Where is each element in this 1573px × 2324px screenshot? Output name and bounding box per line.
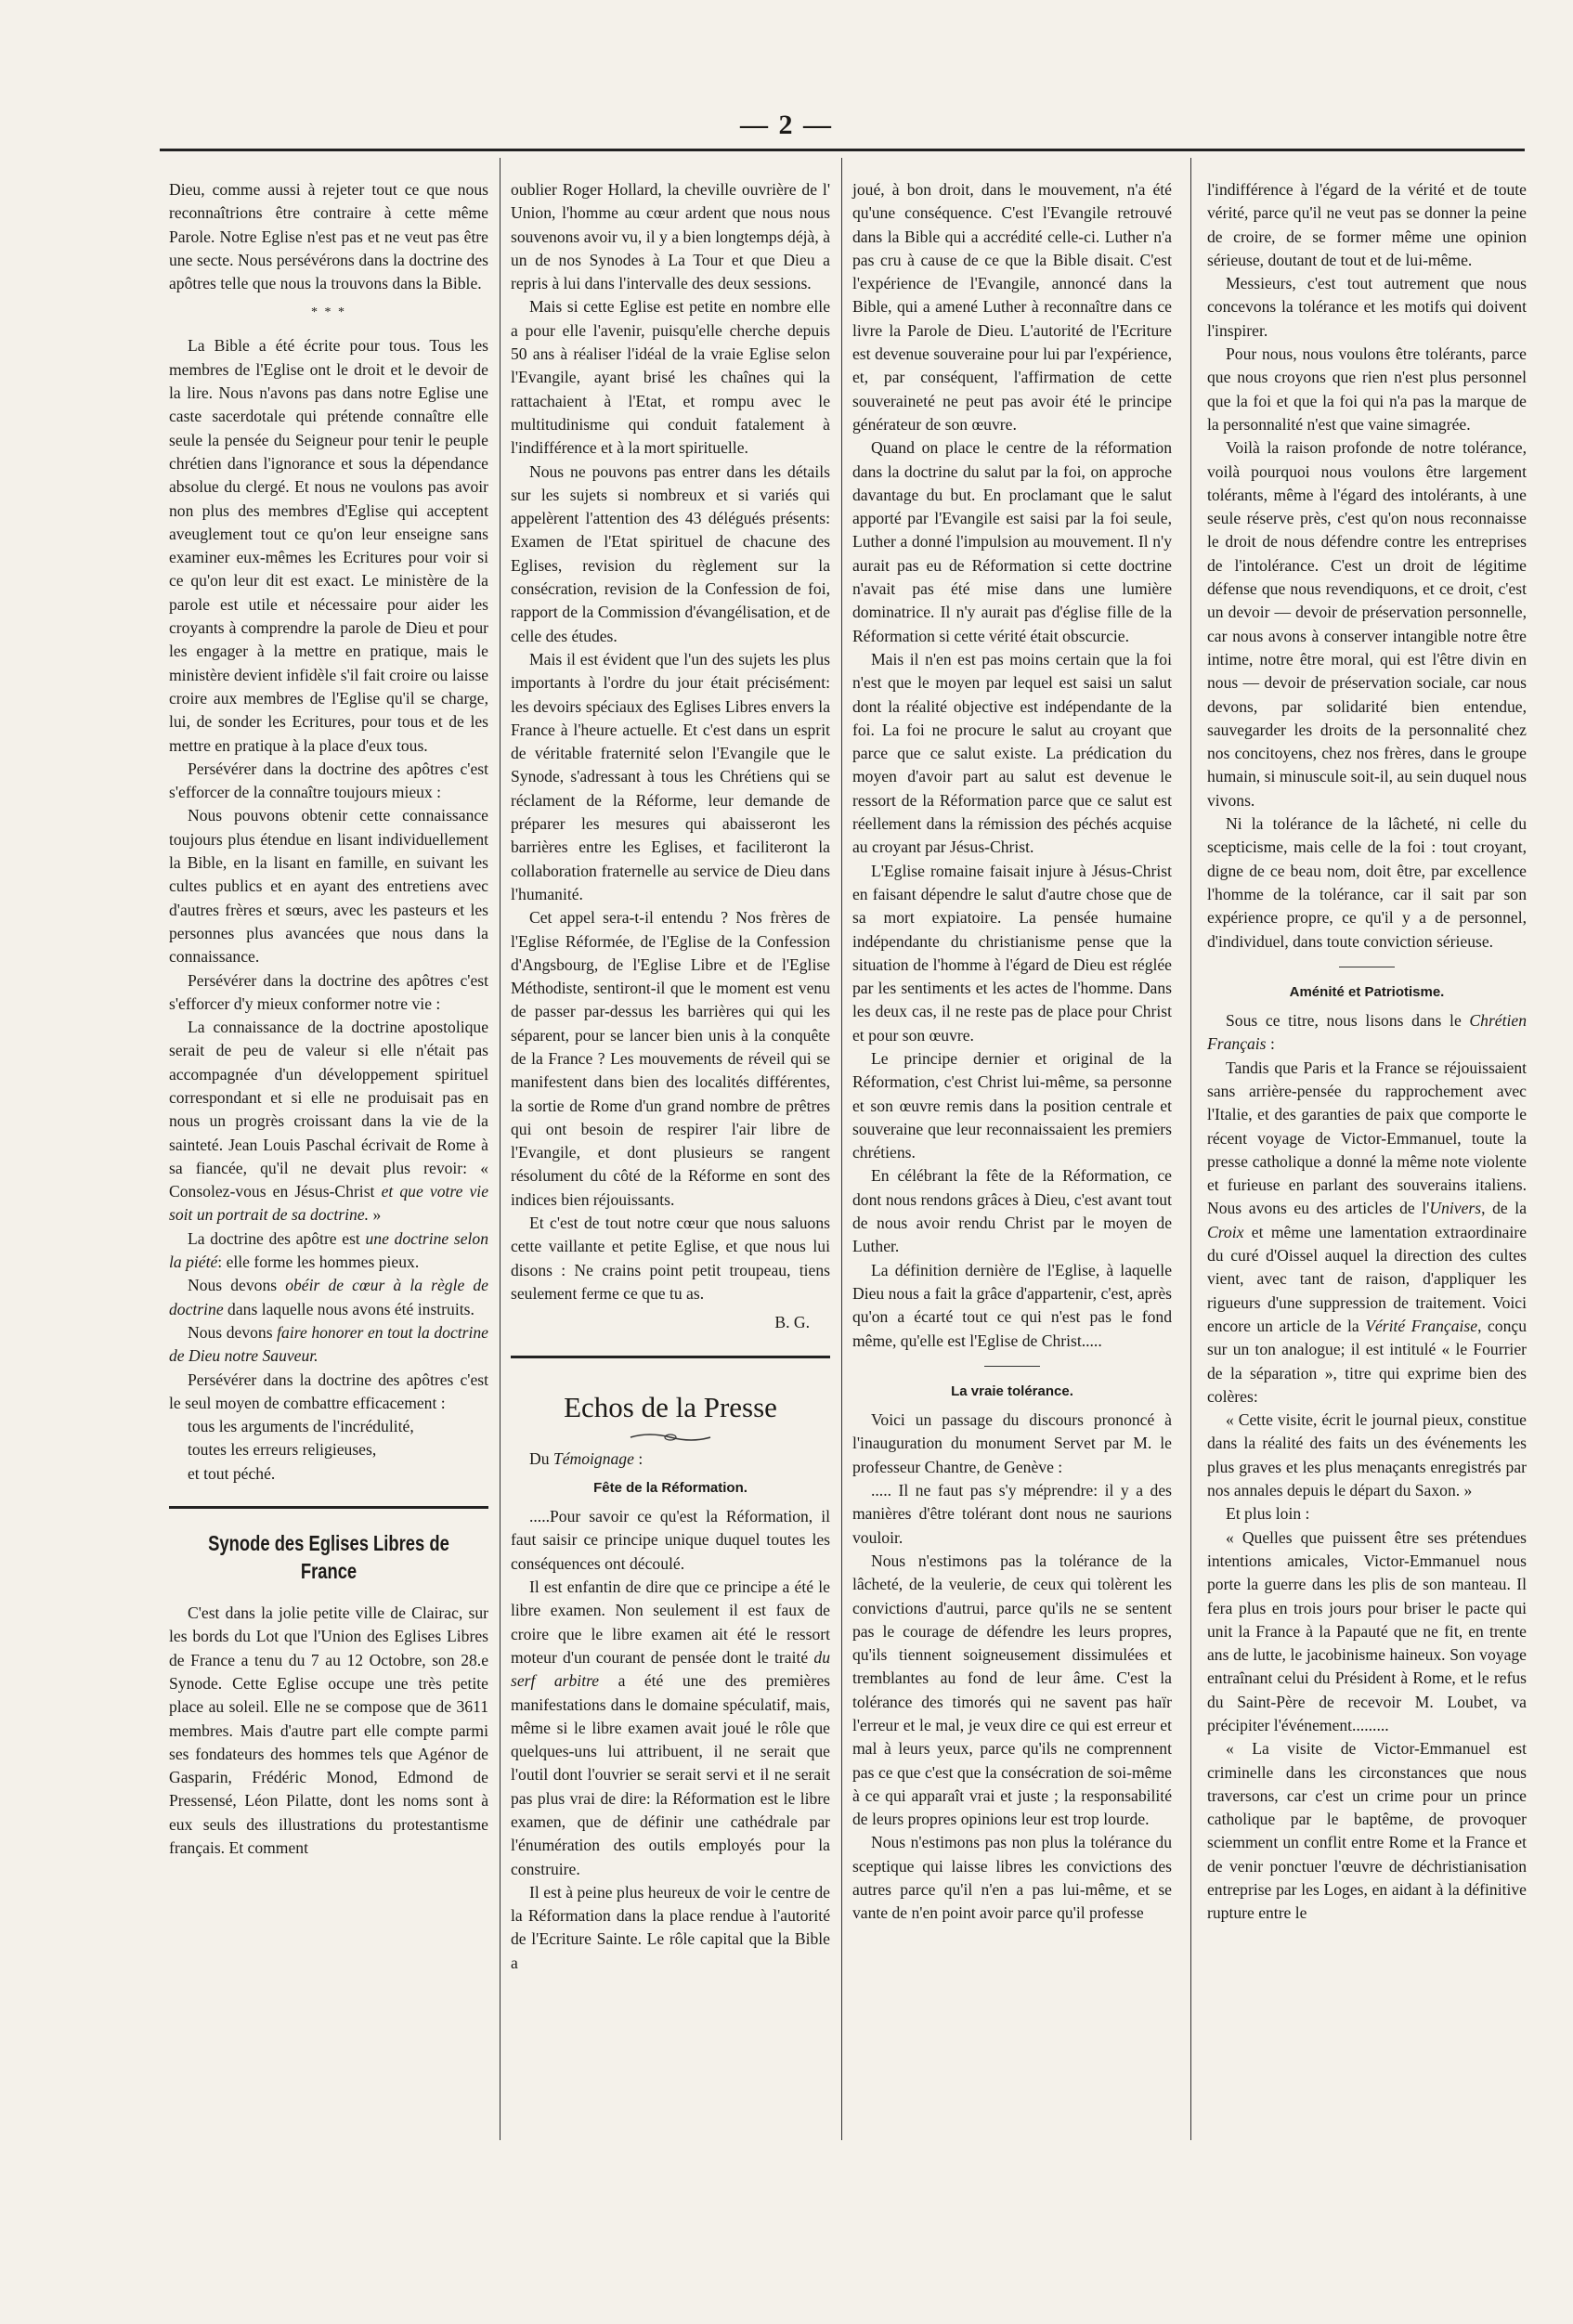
short-rule — [984, 1366, 1040, 1367]
paragraph: Mais si cette Eglise est petite en nombre elle a pour elle l'avenir, puisqu'elle cherche depuis 50 ans à réaliser l'idéal de la vraie Eglise selon l'Evangile, ayant brisé les chaînes qui la rattachaient à l'Etat, et rompu avec le multitudinisme qui conduit fatalement à l'indifférence et à la mort spirituelle. — [511, 297, 830, 458]
paragraph: joué, à bon droit, dans le mouvement, n'a été qu'une conséquence. C'est l'Evangile retrouvé dans la Bible qui a accrédité celle-ci. Luther n'a pas cru à cause de ce que la Bible disait. C'est l'expérience de l'Evangile, annoncé dans la Bible, qui a amené Luther à reconnaître dans ce livre la Parole de Dieu. L'autorité de l'Ecriture est devenue souveraine pour lui par l'expérience, et, par conséquent, l'affirmation de cette souveraineté ne peut pas avoir été le principe générateur de son œuvre. — [852, 180, 1172, 434]
paragraph: Il est enfantin de dire que ce principe a été le libre examen. Non seulement il est faux de croire que le libre examen ait été le ressort moteur d'un courant de pensée dont le traité du serf arbitre a été une des premières manifestations dans le domaine spéculatif, mais, même si le libre examen avait joué le rôle que quelques-uns lui attribuent, il ne serait que l'outil dont l'ouvrier se serait servi et il ne serait pas plus vrai de dire: la Réformation est le libre examen, que de définir une cathédrale par l'énumération des outils employés pour la construire. — [511, 1577, 831, 1878]
paragraph: Nous n'estimons pas la tolérance de la lâcheté, de la veulerie, de ceux qui tolèrent les convictions d'autrui, parce qu'ils ne se sentent pas le courage de défendre les leurs propres, qu'ils tiennent soigneusement dissimulées et tremblantes au fond de leur âme. C'est la tolérance des timorés qui ne savent pas haïr l'erreur et le mal, je veux dire ce qui est erreur et mal à leurs yeux, parce qu'ils ne comprennent pas ce que c'est que la consécration de soi-même à ce qui apparaît vrai et juste ; la responsabilité de leurs propres opinions leur est trop lourde. — [852, 1551, 1172, 1829]
paragraph: Nous n'estimons pas non plus la tolérance du sceptique qui laisse libres les convictions des autres parce qu'il n'en a pas lui-même, et se vante de n'en point avoir parce qu'il professe — [852, 1833, 1172, 1923]
paragraph: Quand on place le centre de la réformation dans la doctrine du salut par la foi, on approche davantage du but. En proclamant que le salut apporté par l'Evangile est saisi par la foi seule, Luther a donné l'impulsion au mouvement. Il n'y aurait pas eu de Réformation si cette doctrine n'avait pas été mise dans une lumière dominatrice. Il n'y aurait pas d'église fille de la Réformation si cette vérité était obscurcie. — [852, 438, 1172, 645]
paragraph: La doctrine des apôtre est une doctrine selon la piété: elle forme les hommes pieux. — [169, 1228, 489, 1272]
source-line: Du Témoignage : — [529, 1448, 644, 1468]
section-heading-echos: Echos de la Presse — [564, 1390, 777, 1423]
paragraph: C'est dans la jolie petite ville de Clairac, sur les bords du Lot que l'Union des Eglises Libres de France a tenu du 7 au 12 Octobre, son 28.e Synode. Cette Eglise occupe une très petite place au soleil. Elle ne se compose que de 3611 membres. Mais d'autre part elle compte parmi ses fondateurs des hommes tels que Agénor de Gasparin, Frédéric Monod, Edmond de Pressensé, Léon Pilatte, dont les noms sont à eux seuls des illustrations du protestantisme français. Et comment — [169, 1603, 488, 1857]
paragraph: Nous pouvons obtenir cette connaissance toujours plus étendue en lisant individuellement la Bible, en la lisant en famille, en suivant les cultes publics et en ayant des entretiens avec d'autres frères et sœurs, avec les pasteurs et les personnes plus avancées que nous dans la connaissance. — [169, 806, 488, 967]
ornament-divider-icon — [629, 1431, 712, 1444]
paragraph: Et c'est de tout notre cœur que nous saluons cette vaillante et petite Eglise, et que nous lui disons : Ne crains point petit troupeau, tiens seulement ferme ce que tu as. — [511, 1214, 830, 1303]
signature-initials: B. G. — [774, 1313, 810, 1332]
paragraph: Dieu, comme aussi à rejeter tout ce que nous reconnaîtrions être contraire à cette même Parole. Notre Eglise n'est pas et ne veut pas être une secte. Nous persévérons dans la doctrine des apôtres telle que nous la trouvons dans la Bible. — [169, 180, 488, 293]
paragraph: ..... Il ne faut pas s'y méprendre: il y a des manières d'être tolérant dont nous ne saurions vouloir. — [852, 1481, 1172, 1547]
page-number: — 2 — — [740, 110, 833, 140]
paragraph: Il est à peine plus heureux de voir le centre de la Réformation dans la place rendue à l'autorité de l'Ecriture Sainte. Le rôle capital que la Bible a — [511, 1882, 830, 1972]
top-rule — [160, 149, 1525, 151]
paragraph: La Bible a été écrite pour tous. Tous les membres de l'Eglise ont le droit et le devoir de la lire. Nous n'avons pas dans notre Eglise une caste sacerdotale qui prétende connaître elle seule la pensée du Seigneur pour tenir le peuple chrétien dans l'ignorance et sous la dépendance absolue du clergé. Et nous ne voulons pas avoir non plus des membres d'Eglise qui acceptent aveuglement tout ce qu'on leur enseigne sans examiner eux-mêmes les Ecritures pour voir si ce qu'on leur dit est exact. Le ministère de la parole est utile et nécessaire pour aider les croyants à comprendre la parole de Dieu et pour les engager à la mettre en pratique, mais le ministère devient infidèle s'il fait croire ou laisse croire aux membres de l'Eglise qu'il se charge, lui, de sonder les Ecritures, pour tous et de les mettre en pratique à la place d'eux tous. — [169, 336, 488, 755]
paragraph: La définition dernière de l'Eglise, à laquelle Dieu nous a fait la grâce d'appartenir, c'est, après qu'on a écarté tout ce qui n'est pas le fond même, qu'elle est l'Eglise de Christ..... — [852, 1260, 1172, 1350]
paragraph: Cet appel sera-t-il entendu ? Nos frères de l'Eglise Réformée, de l'Eglise de la Confession d'Angsbourg, de l'Eglise Libre et de l'Eglise Méthodiste, sentiront-il que le moment est venu de passer par-dessus les barrières qui qui les séparent, pour se lancer bien unis à la conquête de la France ? Les mouvements de réveil qui se manifestent dans bien des localités différentes, la sortie de Rome d'un grand nombre de prêtres qui ont besoin de respirer l'air libre de l'Evangile, et dont plusieurs se rangent résolument du côté de la Réforme en sont des indices bien réjouissants. — [511, 908, 830, 1209]
paragraph: Messieurs, c'est tout autrement que nous concevons la tolérance et les motifs qui doivent l'inspirer. — [1207, 274, 1527, 340]
paragraph: Persévérer dans la doctrine des apôtres c'est le seul moyen de combattre efficacement : — [169, 1370, 488, 1412]
paragraph: Nous devons faire honorer en tout la doctrine de Dieu notre Sauveur. — [169, 1322, 488, 1366]
list-item: toutes les erreurs religieuses, — [188, 1440, 377, 1460]
paragraph: La connaissance de la doctrine apostolique serait de peu de valeur si elle n'était pas accompagnée d'un développement spirituel correspondant et si elle ne produisait pas en nous un progrès croissant dans la vie de la sainteté. Jean Louis Paschal écrivait de Rome à sa fiancée, qu'il ne devait plus revoir: « Consolez-vous en Jésus-Christ et que votre vie soit un portrait de sa doctrine. » — [169, 1018, 489, 1225]
paragraph: Voici un passage du discours prononcé à l'inauguration du monument Servet par M. le professeur Chantre, de Genève : — [852, 1410, 1172, 1476]
paragraph: Persévérer dans la doctrine des apôtres c'est s'efforcer de la connaître toujours mieux : — [169, 759, 488, 802]
paragraph: Pour nous, nous voulons être tolérants, parce que nous croyons que rien n'est plus personnel que la foi et que la foi qui n'a pas la marque de la personnalité n'est que vaine simagrée. — [1207, 344, 1527, 434]
column-1 — [169, 178, 488, 1860]
paragraph: « Quelles que puissent être ses prétendues intentions amicales, Victor-Emmanuel nous porte la guerre dans les plis de son manteau. Il fera plus en trois jours pour briser le pacte qui unit la France à la Papauté que ne fit, en trente ans de lutte, le jacobinisme haineux. Son voyage entraînant celui du Président à Rome, et le refus du Saint-Père de recevoir M. Loubet, va précipiter l'événement......... — [1207, 1527, 1527, 1734]
column-divider-3 — [1190, 158, 1191, 2140]
paragraph: oublier Roger Hollard, la cheville ouvrière de l' Union, l'homme au cœur ardent que nous nous souvenons avoir vu, il y a bien longtemps déjà, à un de nos Synodes à La Tour et que Dieu a repris à lui dans l'intervalle des deux sessions. — [511, 180, 830, 293]
paragraph: Persévérer dans la doctrine des apôtres c'est s'efforcer d'y mieux conformer notre vie : — [169, 970, 488, 1013]
article-heading-amenite: Aménité et Patriotisme. — [1289, 983, 1445, 1000]
list-item: et tout péché. — [188, 1463, 276, 1483]
paragraph: Mais il est évident que l'un des sujets les plus importants à l'ordre du jour était précisément: les devoirs spéciaux des Eglises Libres envers la France à l'heure actuelle. Et c'est dans un esprit de véritable fraternité selon l'Evangile que le Synode, s'adressant à tous les Chrétiens qui se réclament de la Réforme, leur demande de préparer les mesures qui abaisseront les barrières entre les Eglises, et faciliteront la collaboration fraternelle au service de Dieu dans l'humanité. — [511, 649, 830, 903]
paragraph: l'indifférence à l'égard de la vérité et de toute vérité, parce qu'il ne veut pas se donner la peine de croire, de se former même une opinion sérieuse, doutant de tout et de lui-même. — [1207, 180, 1527, 269]
paragraph: Tandis que Paris et la France se réjouissaient sans arrière-pensée du rapprochement avec l'Italie, et des garanties de paix que comporte le récent voyage de Victor-Emmanuel, toute la presse catholique a donné la même note violente et furieuse en parlant des souverains italiens. Nous avons eu des articles de l'Univers, de la Croix et même une lamentation extraordinaire du curé d'Oissel auquel la direction des cultes vient, avec tant de raison, d'appliquer les rigueurs d'une suppression de traitement. Voici encore un article de la Vérité Française, conçu sur un ton analogue; il est intitulé « le Fourrier de la séparation », titre qui exprime bien des colères: — [1207, 1058, 1527, 1406]
paragraph: Et plus loin : — [1226, 1504, 1310, 1524]
article-heading-fete: Fête de la Réformation. — [593, 1479, 748, 1496]
section-separator-stars: * * * — [311, 305, 346, 320]
list-item: tous les arguments de l'incrédulité, — [188, 1417, 414, 1436]
paragraph: .....Pour savoir ce qu'est la Réformation, il faut saisir ce principe unique duquel toutes les conséquences ont découlé. — [511, 1507, 830, 1573]
paragraph: Nous devons obéir de cœur à la règle de doctrine dans laquelle nous avons été instruits. — [169, 1276, 488, 1318]
paragraph: Mais il n'en est pas moins certain que la foi n'est que le moyen par lequel est saisi un salut dont la réalité objective est indépendante de la foi. La foi ne procure le salut au croyant que parce que ce salut existe. La prédication du moyen d'avoir part au salut est devenue le ressort de la Réformation parce que ce salut est réellement dans la rémission des péchés acquise au croyant par Jésus-Christ. — [852, 649, 1172, 857]
paragraph: L'Eglise romaine faisait injure à Jésus-Christ en faisant dépendre le salut d'autre chose que de sa mort expiatoire. La pensée humaine indépendante du christianisme pense que la situation de l'homme à l'égard de Dieu est réglée par les sentiments et les actes de l'homme. Dans les deux cas, il ne reste pas de place pour Christ et pour son œuvre. — [852, 861, 1172, 1045]
column-3 — [852, 178, 1172, 1926]
section-rule — [511, 1356, 830, 1358]
column-2 — [511, 178, 830, 1975]
article-heading-tolerance: La vraie tolérance. — [951, 1383, 1073, 1399]
paragraph: Nous ne pouvons pas entrer dans les détails sur les sujets si nombreux et si variés qui appelèrent l'attention des 43 délégués présents: Examen de l'Etat spirituel de chacune des Eglises, revision du règlement sur la consécration, revision de la Confession de foi, rapport de la Commission d'évangélisation, et de celle des études. — [511, 461, 830, 645]
paragraph: En célébrant la fête de la Réformation, ce dont nous rendons grâces à Dieu, c'est avant tout de nous avoir rendu Christ par le moyen de Luther. — [852, 1166, 1172, 1256]
paragraph: Le principe dernier et original de la Réformation, c'est Christ lui-même, sa personne et son œuvre remis dans la position centrale et souveraine que leur reconnaissaient les premiers chrétiens. — [852, 1048, 1172, 1162]
paragraph: Ni la tolérance de la lâcheté, ni celle du scepticisme, mais celle de la foi : tout croyant, digne de ce beau nom, doit être, par excellence l'homme de la tolérance, car il sait par son expérience propre, ce qu'il y a de personnel, d'individuel, dans toute conviction sérieuse. — [1207, 814, 1527, 951]
paragraph: « La visite de Victor-Emmanuel est criminelle dans les circonstances que nous traversons, car c'est un crime pour un prince catholique par le baptême, de provoquer sciemment un conflit entre Rome et la France et de venir ponctuer l'œuvre de déchristianisation entreprise par les Loges, en aidant à la définitive rupture entre le — [1207, 1739, 1527, 1923]
column-divider-2 — [841, 158, 842, 2140]
paragraph: Voilà la raison profonde de notre tolérance, voilà pourquoi nous voulons être largement tolérants, même à l'égard des intolérants, à une seule réserve près, c'est qu'on nous reconnaisse le droit de nous défendre contre les entreprises de l'intolérance. C'est un droit de légitime défense que nous revendiquons, et ce droit, c'est un devoir — devoir de préservation personnelle, car nous avons à conserver intangible notre être intime, notre être moral, qui est l'être divin en nous — devoir de préservation sociale, car nous devons, par solidarité bien entendue, sauvegarder les droits de la personnalité chez nos concitoyens, chez nos frères, dans le groupe humain, si minuscule soit-il, au sein duquel nous vivons. — [1207, 438, 1527, 810]
paragraph: Sous ce titre, nous lisons dans le Chrétien Français : — [1207, 1011, 1527, 1054]
column-4 — [1207, 178, 1527, 1926]
paragraph: « Cette visite, écrit le journal pieux, constitue dans la réalité des faits un des événements les plus graves et les plus menaçants enregistrés par nos annales depuis le départ du Saxon. » — [1207, 1410, 1527, 1500]
section-rule — [169, 1506, 488, 1509]
article-heading-synode: Synode des Eglises Libres de France — [208, 1531, 449, 1584]
